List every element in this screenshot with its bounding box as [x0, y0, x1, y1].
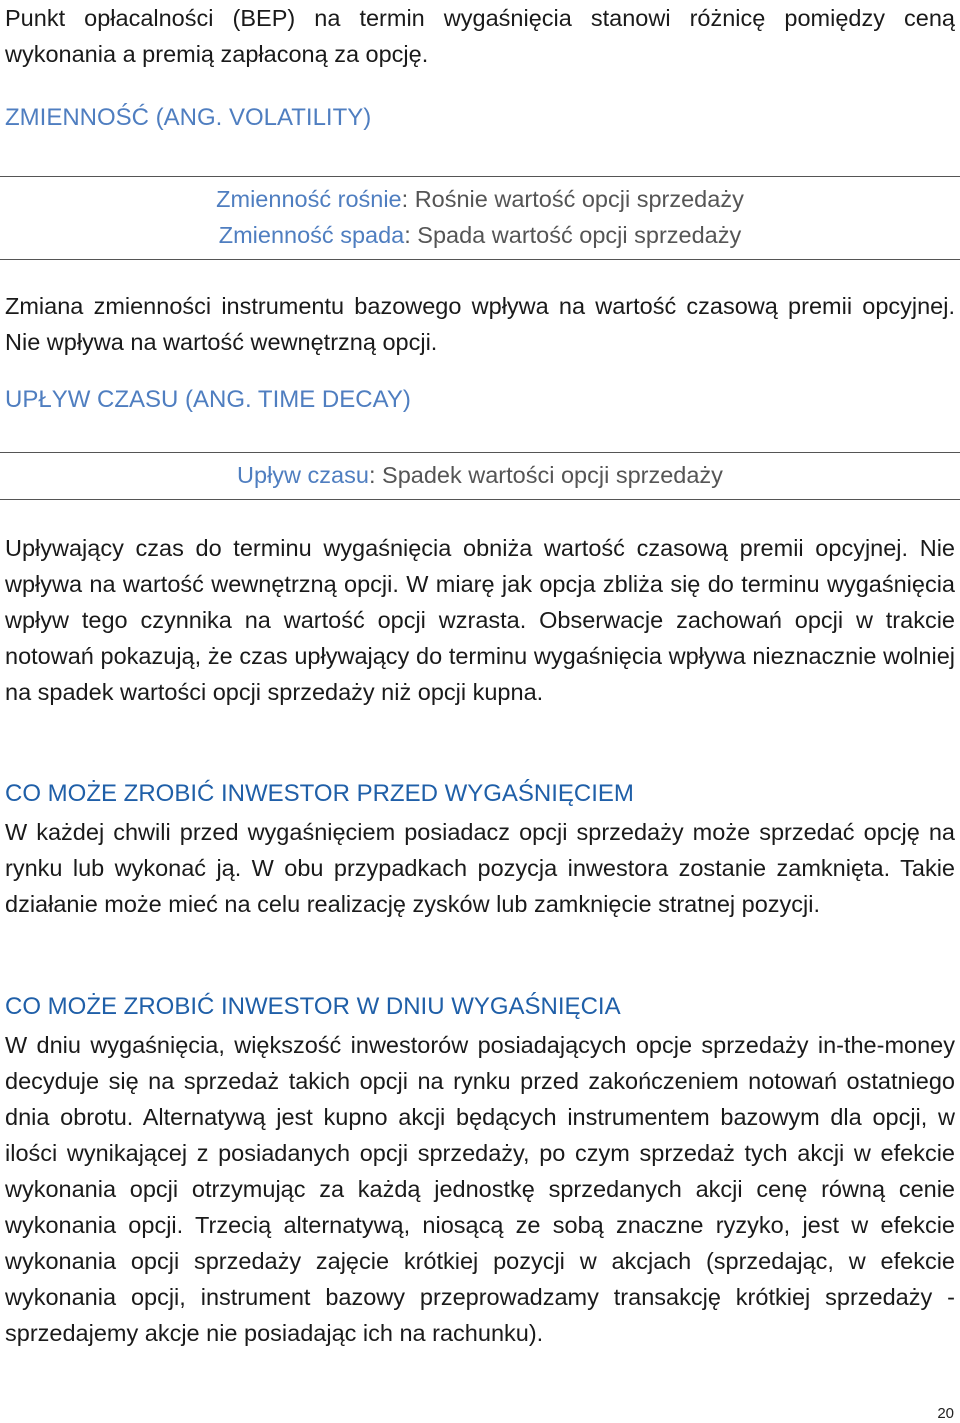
on-expiry-heading: CO MOŻE ZROBIĆ INWESTOR W DNIU WYGAŚNIĘCIA: [5, 993, 621, 1020]
time-decay-sep: :: [368, 462, 383, 488]
volatility-term-up: Zmienność rośnie: [216, 186, 402, 212]
before-expiry-paragraph: W każdej chwili przed wygaśnięciem posiadacz opcji sprzedaży może sprzedać opcję na rynku lub wykonać ją. W obu przypadkach pozycja inwestora zostanie zamknięta. Takie działanie może mieć na celu realizację zysków lub zamknięcie stratnej pozycji.: [5, 819, 955, 917]
before-expiry-heading: CO MOŻE ZROBIĆ INWESTOR PRZED WYGAŚNIĘCIEM: [5, 780, 634, 807]
volatility-row-down: [0, 217, 960, 253]
volatility-heading: ZMIENNOŚĆ (ANG. VOLATILITY): [5, 104, 372, 131]
time-decay-term: Upływ czasu: [237, 462, 369, 488]
volatility-term-down: Zmienność spada: [218, 222, 405, 248]
time-decay-effect: Spadek wartości opcji sprzedaży: [382, 462, 723, 488]
volatility-effect-down: Spada wartość opcji sprzedaży: [417, 222, 742, 248]
volatility-effect-up: Rośnie wartość opcji sprzedaży: [414, 186, 744, 212]
volatility-paragraph: Zmiana zmienności instrumentu bazowego wpływa na wartość czasową premii opcyjnej. Nie wpływa na wartość wewnętrzną opcji.: [5, 293, 955, 355]
page-number: 20: [937, 1405, 954, 1422]
on-expiry-paragraph: W dniu wygaśnięcia, większość inwestorów posiadających opcje sprzedaży in-the-money decyduje się na sprzedaż takich opcji na rynku przed zakończeniem notowań ostatniego dnia obrotu. Alternatywą jest kupno akcji będących instrumentem bazowym dla opcji, w ilości wynikającej z posiadanych opcji sprzedaży, po czym sprzedaż tych akcji w efekcie wykonania opcji otrzymując za każdą jednostkę sprzedanych akcji cenę równą cenie wykonania opcji. Trzecią alternatywą, niosącą ze sobą znaczne ryzyko, jest w efekcie wykonania opcji sprzedaży zajęcie krótkiej pozycji w akcjach (sprzedając, w efekcie wykonania opcji, instrument bazowy przeprowadzamy transakcję krótkiej sprzedaży - sprzedajemy akcje nie posiadając ich na rachunku).: [5, 1032, 955, 1346]
volatility-box: [0, 176, 960, 260]
time-decay-row: [0, 457, 960, 493]
volatility-sep-up: :: [401, 186, 415, 212]
volatility-sep-down: :: [404, 222, 418, 248]
intro-paragraph: Punkt opłacalności (BEP) na termin wygaśnięcia stanowi różnicę pomiędzy ceną wykonania a premią zapłaconą za opcję.: [5, 5, 955, 67]
time-decay-heading: UPŁYW CZASU (ANG. TIME DECAY): [5, 386, 411, 413]
time-decay-paragraph: Upływający czas do terminu wygaśnięcia obniża wartość czasową premii opcyjnej. Nie wpływa na wartość wewnętrzną opcji. W miarę jak opcja zbliża się do terminu wygaśnięcia wpływ tego czynnika na wartość opcji wzrasta. Obserwacje zachowań opcji w trakcie notowań pokazują, że czas upływający do terminu wygaśnięcia wpływa nieznacznie wolniej na spadek wartości opcji sprzedaży niż opcji kupna.: [5, 535, 955, 705]
time-decay-box: [0, 452, 960, 500]
volatility-row-up: [0, 181, 960, 217]
